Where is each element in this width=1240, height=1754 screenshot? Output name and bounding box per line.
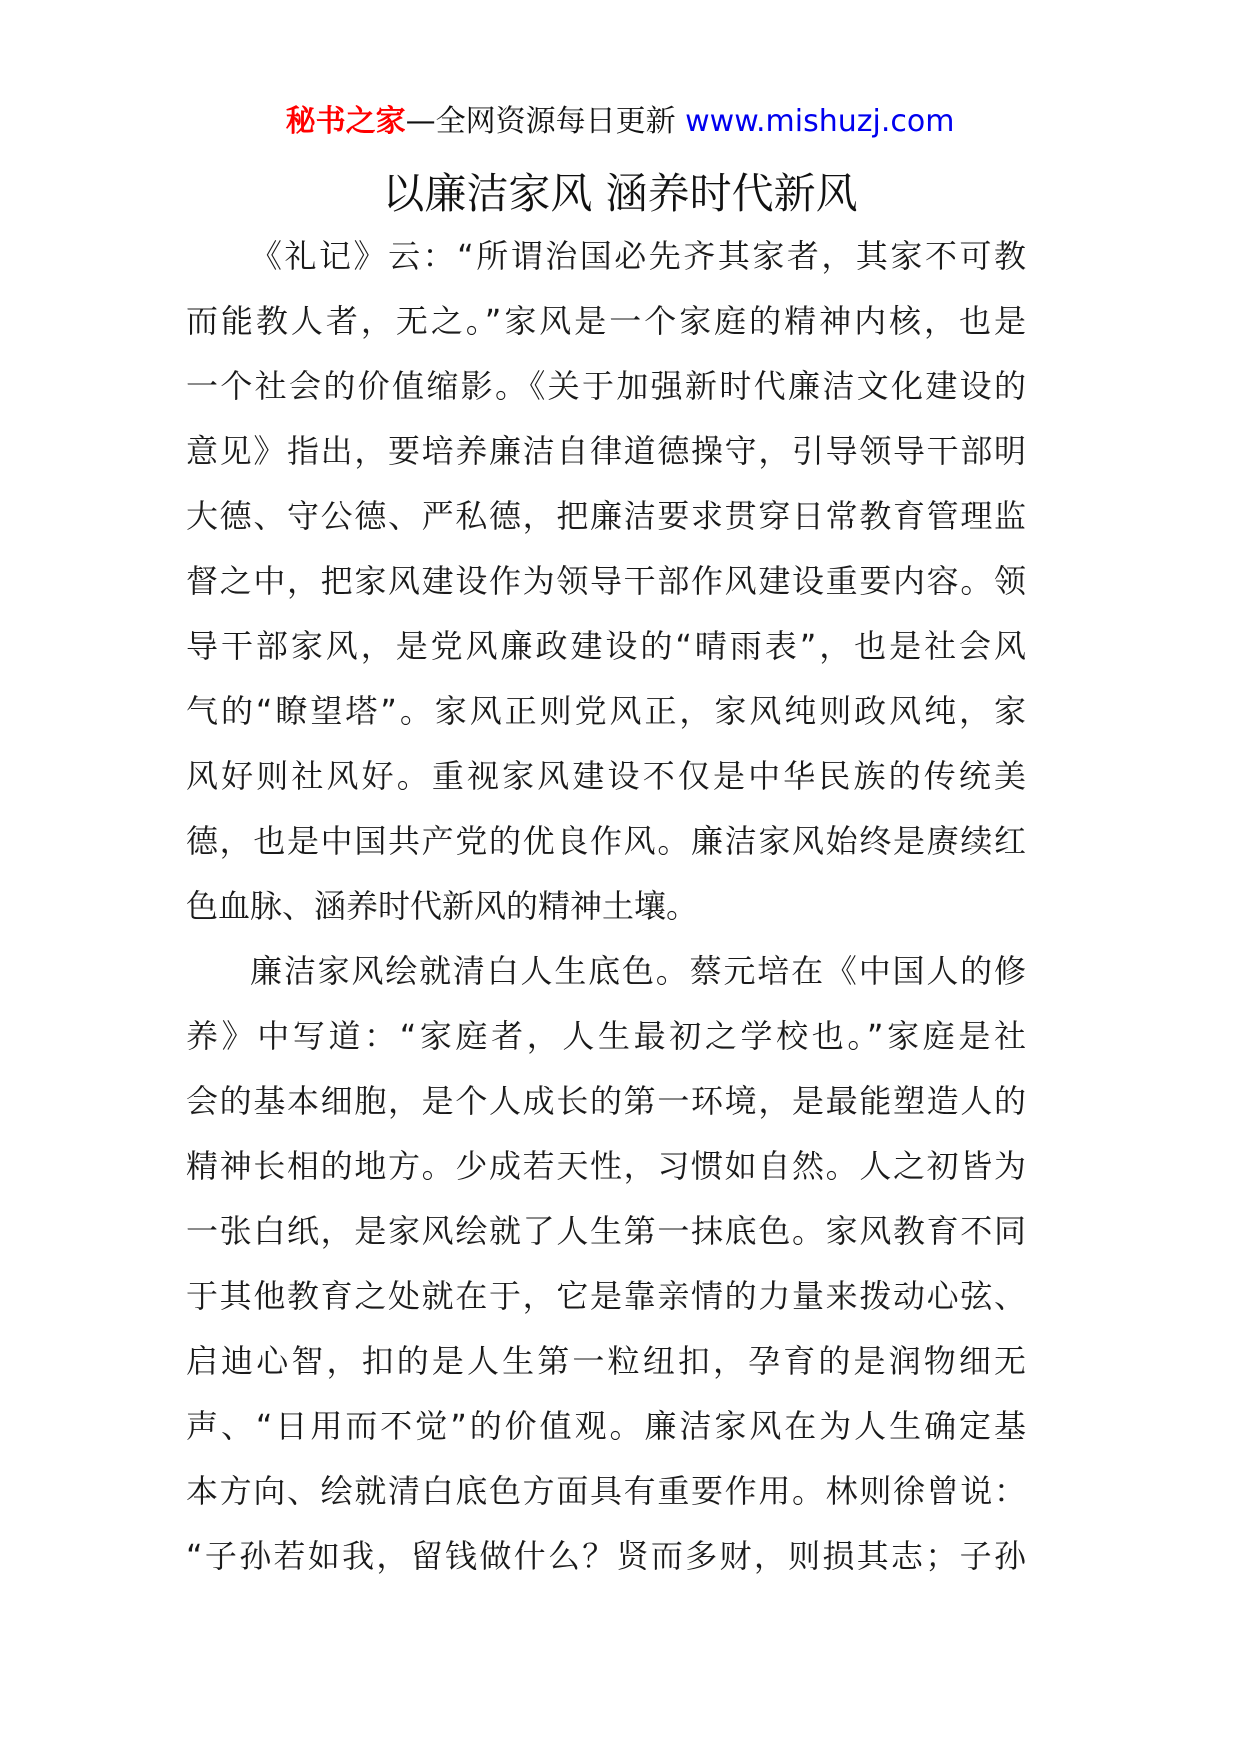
text-line: 大德、守公德、严私德，把廉洁要求贯穿日常教育管理监 bbox=[186, 497, 1026, 535]
text-line: 导干部家风，是党风廉政建设的“晴雨表”，也是社会风 bbox=[186, 627, 1026, 665]
site-header bbox=[0, 100, 1240, 144]
text-line: 《礼记》云：“所谓治国必先齐其家者，其家不可教 bbox=[250, 237, 1026, 275]
text-line: 于其他教育之处就在于，它是靠亲情的力量来拨动心弦、 bbox=[186, 1277, 1026, 1315]
text-line: 启迪心智，扣的是人生第一粒纽扣，孕育的是润物细无 bbox=[186, 1342, 1026, 1380]
text-line: 德，也是中国共产党的优良作风。廉洁家风始终是赓续红 bbox=[186, 822, 1026, 860]
paragraph-2 bbox=[186, 939, 1026, 1589]
text-line: 声、“日用而不觉”的价值观。廉洁家风在为人生确定基 bbox=[186, 1407, 1026, 1445]
site-url-link[interactable]: www.mishuzj.com bbox=[685, 104, 955, 139]
article-title: 以廉洁家风 涵养时代新风 bbox=[382, 169, 858, 218]
text-line: 督之中，把家风建设作为领导干部作风建设重要内容。领 bbox=[186, 562, 1026, 600]
header-tagline: —全网资源每日更新 bbox=[405, 104, 686, 139]
brand-name: 秘书之家 bbox=[285, 104, 406, 139]
text-line: 一张白纸，是家风绘就了人生第一抹底色。家风教育不同 bbox=[186, 1212, 1026, 1250]
text-line: 一个社会的价值缩影。《关于加强新时代廉洁文化建设的 bbox=[186, 367, 1026, 405]
text-line: 廉洁家风绘就清白人生底色。蔡元培在《中国人的修 bbox=[250, 952, 1026, 990]
paragraph-1 bbox=[186, 224, 1026, 939]
text-line: 本方向、绘就清白底色方面具有重要作用。林则徐曾说： bbox=[186, 1472, 1026, 1510]
article-body bbox=[186, 224, 1026, 1589]
text-line: 精神长相的地方。少成若天性，习惯如自然。人之初皆为 bbox=[186, 1147, 1026, 1185]
text-line: 会的基本细胞，是个人成长的第一环境，是最能塑造人的 bbox=[186, 1082, 1026, 1120]
text-line: 而能教人者，无之。”家风是一个家庭的精神内核，也是 bbox=[186, 302, 1026, 340]
text-line: 养》中写道：“家庭者，人生最初之学校也。”家庭是社 bbox=[186, 1017, 1026, 1055]
text-line: 色血脉、涵养时代新风的精神土壤。 bbox=[186, 887, 699, 925]
text-line: 意见》指出，要培养廉洁自律道德操守，引导领导干部明 bbox=[186, 432, 1026, 470]
text-line: 风好则社风好。重视家风建设不仅是中华民族的传统美 bbox=[186, 757, 1026, 795]
text-line: “子孙若如我，留钱做什么？贤而多财，则损其志；子孙 bbox=[186, 1537, 1026, 1575]
text-line: 气的“瞭望塔”。家风正则党风正，家风纯则政风纯，家 bbox=[186, 692, 1026, 730]
